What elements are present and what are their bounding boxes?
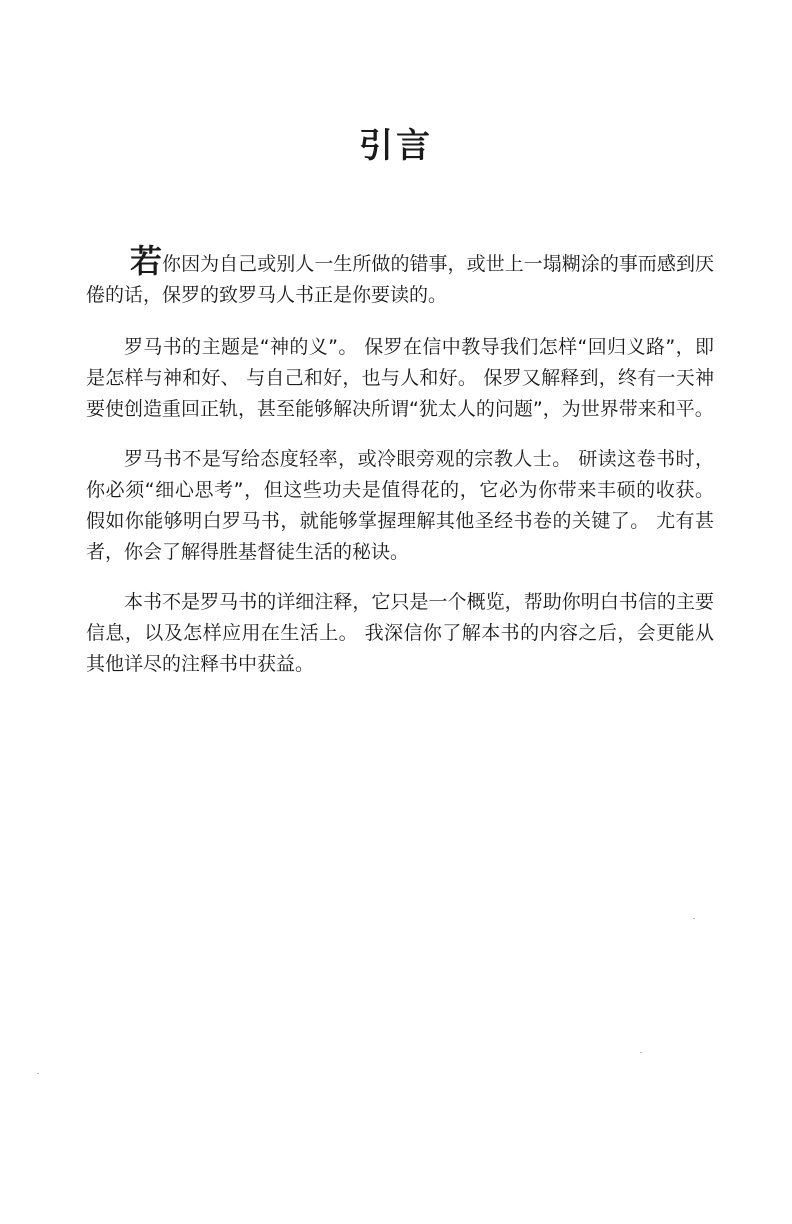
paragraph-3: 罗马书不是写给态度轻率，或冷眼旁观的宗教人士。 研读这卷书时，你必须“细心思考”，但这些功夫是值得花的，它必为你带来丰硕的收获。 假如你能够明白罗马书，就能够掌握理解其他圣经书卷的关键了。 尤有甚者，你会了解得胜基督徒生活的秘诀。: [86, 448, 714, 563]
paragraph-2: 罗马书的主题是“神的义”。 保罗在信中教导我们怎样“回归义路”，即是怎样与神和好、 与自己和好，也与人和好。 保罗又解释到，终有一天神要使创造重回正轨，甚至能够解决所谓“犹太人的问题”，为世界带来和平。: [86, 336, 714, 420]
drop-cap: 若: [130, 242, 163, 280]
scan-speck: [640, 1052, 642, 1053]
paragraph-4: 本书不是罗马书的详细注释，它只是一个概览，帮助你明白书信的主要信息，以及怎样应用在生活上。 我深信你了解本书的内容之后，会更能从其他详尽的注释书中获益。: [86, 591, 714, 675]
intro-paragraph-text: 你因为自己或别人一生所做的错事，或世上一塌糊涂的事而感到厌倦的话，保罗的致罗马人书正是你要读的。: [86, 253, 714, 306]
scan-speck: [37, 1073, 39, 1074]
body-text: [86, 242, 714, 699]
scan-speck: [693, 918, 695, 919]
page-title: 引言: [359, 126, 433, 166]
intro-paragraph: [86, 242, 714, 311]
